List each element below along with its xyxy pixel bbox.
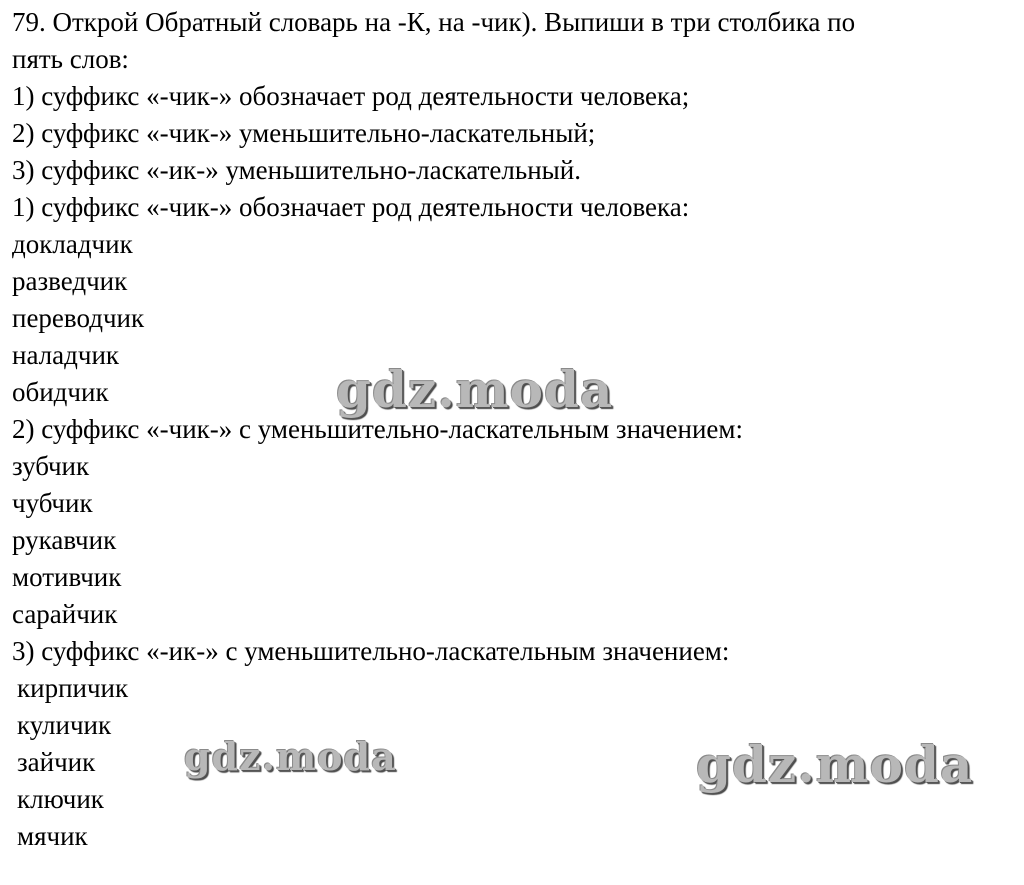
watermark: gdz.moda	[184, 734, 397, 779]
group-1-word: обидчик	[12, 377, 109, 407]
group-1-word: переводчик	[12, 303, 145, 333]
task-item-3: 3) суффикс «-ик-» уменьшительно-ласкательный.	[12, 155, 581, 185]
group-1-heading: 1) суффикс «-чик-» обозначает род деятельности человека:	[12, 192, 690, 222]
group-2-word: сарайчик	[12, 599, 118, 629]
group-1-word: разведчик	[12, 266, 128, 296]
group-3-word: мячик	[17, 821, 88, 851]
task-line-1: 79. Открой Обратный словарь на -К, на -чик). Выпиши в три столбика по	[12, 7, 856, 37]
group-1-word: докладчик	[12, 229, 133, 259]
group-3-word: ключик	[17, 784, 104, 814]
document-body	[12, 4, 1017, 855]
task-line-2: пять слов:	[12, 44, 129, 74]
watermark: gdz.moda	[336, 360, 614, 419]
group-2-word: чубчик	[12, 488, 93, 518]
group-3-word: кирпичик	[17, 673, 129, 703]
task-item-1: 1) суффикс «-чик-» обозначает род деятельности человека;	[12, 81, 690, 111]
watermark: gdz.moda	[696, 735, 974, 794]
group-3-heading: 3) суффикс «-ик-» с уменьшительно-ласкательным значением:	[12, 636, 730, 666]
group-3-word: куличик	[17, 710, 112, 740]
group-1-word: наладчик	[12, 340, 120, 370]
group-2-word: мотивчик	[12, 562, 122, 592]
group-2-word: зубчик	[12, 451, 90, 481]
task-item-2: 2) суффикс «-чик-» уменьшительно-ласкательный;	[12, 118, 596, 148]
group-2-heading: 2) суффикс «-чик-» с уменьшительно-ласкательным значением:	[12, 414, 743, 444]
group-2-word: рукавчик	[12, 525, 117, 555]
group-3-word: зайчик	[17, 747, 96, 777]
